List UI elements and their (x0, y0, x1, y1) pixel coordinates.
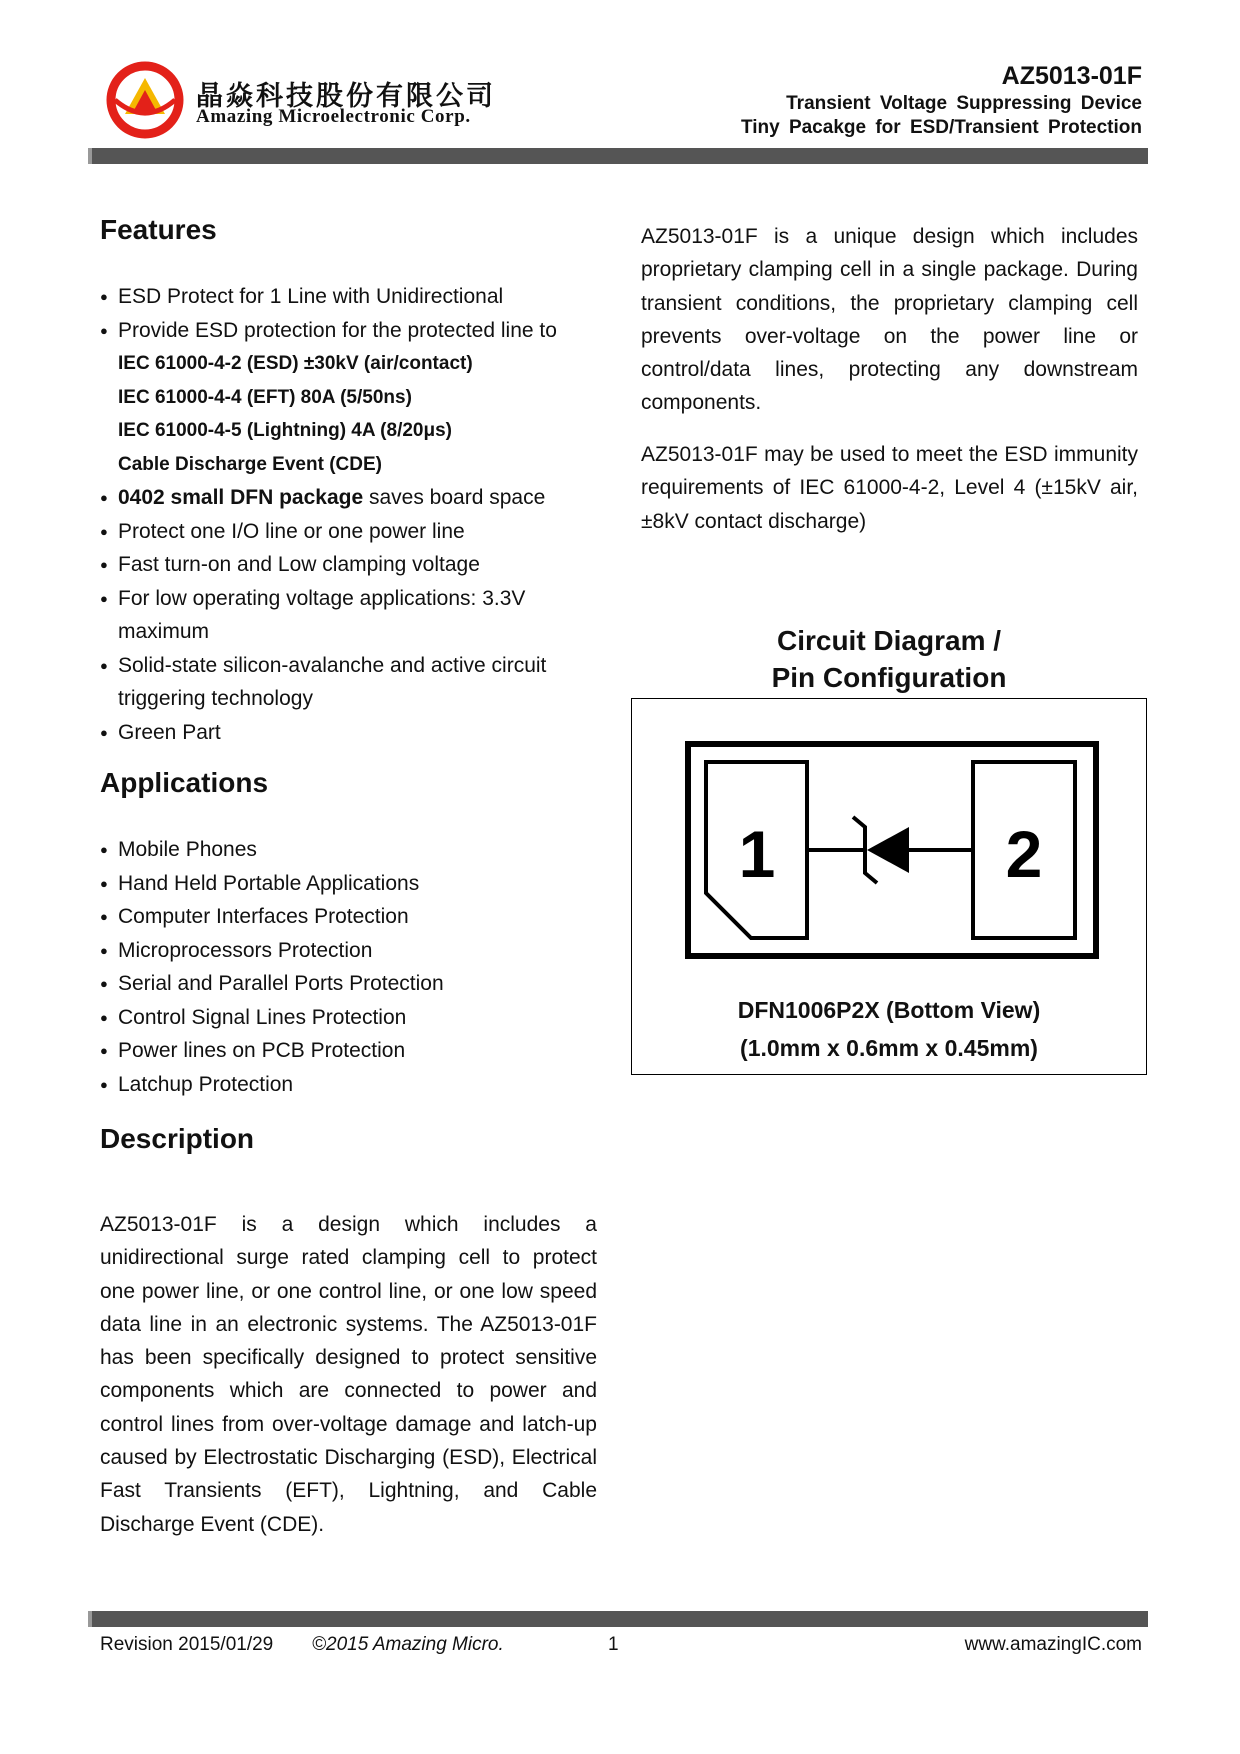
diagram-title-line2: Pin Configuration (771, 662, 1007, 693)
header-bar (88, 148, 1148, 164)
feature-item: ● ESD Protect for 1 Line with Unidirectional (100, 280, 610, 314)
pin2-number: 2 (1005, 817, 1043, 891)
diagram-title (631, 622, 1147, 696)
footer-revision: Revision 2015/01/29 (100, 1634, 274, 1655)
package-caption (632, 991, 1146, 1067)
application-item: ● Computer Interfaces Protection (100, 900, 610, 934)
application-item: ● Serial and Parallel Ports Protection (100, 967, 610, 1001)
package-caption-line2: (1.0mm x 0.6mm x 0.45mm) (740, 1035, 1038, 1061)
feature-item: ● Solid-state silicon-avalanche and active circuit triggering technology (100, 649, 608, 716)
application-item: ● Microprocessors Protection (100, 934, 610, 968)
right-paragraph-1: AZ5013-01F is a unique design which includes proprietary clamping cell in a single package. During transient conditions, the proprietary clamping cell prevents over-voltage on the power line or control/data lines, protecting any downstream components. (641, 225, 1138, 415)
feature-item: ● For low operating voltage applications: 3.3V maximum (100, 582, 588, 649)
company-name-en: Amazing Microelectronic Corp. (196, 106, 471, 127)
application-item: ● Latchup Protection (100, 1068, 610, 1102)
header-subtitle-1: Transient Voltage Suppressing Device (786, 93, 1142, 114)
footer-url[interactable]: www.amazingIC.com (964, 1634, 1142, 1655)
feature-sub-item: Cable Discharge Event (CDE) (118, 453, 382, 475)
package-caption-line1: DFN1006P2X (Bottom View) (737, 997, 1041, 1023)
feature-item: ● Fast turn-on and Low clamping voltage (100, 548, 610, 582)
application-item: ● Power lines on PCB Protection (100, 1034, 610, 1068)
features-list (100, 280, 610, 749)
description-text: AZ5013-01F is a design which includes a unidirectional surge rated clamping cell to protect one power line, or one control line, or one low speed data line in an electronic systems. The AZ5013-01F has been specifically designed to protect sensitive components which are connected to power and control lines from over-voltage damage and latch-up caused by Electrostatic Discharging (ESD), Electrical Fast Transients (EFT), Lightning, and Cable Discharge Event (CDE). (100, 1213, 597, 1536)
applications-heading: Applications (100, 767, 269, 798)
feature-sub-item: IEC 61000-4-4 (EFT) 80A (5/50ns) (118, 386, 412, 408)
feature-item: ● Protect one I/O line or one power line (100, 515, 610, 549)
company-logo (105, 60, 185, 140)
logo-mark-icon (105, 60, 185, 140)
feature-item: ● Green Part (100, 716, 610, 750)
features-heading: Features (100, 214, 217, 245)
diagram-title-line1: Circuit Diagram / (776, 625, 1002, 656)
company-name-cn: 晶焱科技股份有限公司 (196, 81, 496, 112)
footer-copyright: ©2015 Amazing Micro. (312, 1634, 504, 1655)
right-paragraph-2: AZ5013-01F may be used to meet the ESD immunity requirements of IEC 61000-4-2, Level 4 (±15kV air, ±8kV contact discharge) (641, 443, 1138, 533)
description-heading: Description (100, 1123, 255, 1154)
diode-triangle (867, 827, 909, 873)
pin-configuration-box (631, 698, 1147, 1075)
pin1-number: 1 (738, 817, 776, 891)
feature-item-strong: 0402 small DFN package (118, 486, 364, 509)
feature-sub-item: IEC 61000-4-2 (ESD) ±30kV (air/contact) (118, 353, 473, 374)
feature-sub-item: IEC 61000-4-5 (Lightning) 4A (8/20μs) (118, 420, 452, 441)
part-number: AZ5013-01F (1001, 62, 1142, 90)
feature-item-rest: saves board space (363, 486, 546, 509)
applications-list (100, 833, 610, 1101)
feature-item (100, 481, 610, 515)
application-item: ● Hand Held Portable Applications (100, 867, 610, 901)
header-subtitle-2: Tiny Pacakge for ESD/Transient Protection (740, 117, 1142, 138)
application-item: ● Mobile Phones (100, 833, 610, 867)
footer-bar (88, 1611, 1148, 1627)
package-diagram (685, 741, 1099, 959)
footer-page-number: 1 (608, 1634, 619, 1655)
application-item: ● Control Signal Lines Protection (100, 1001, 610, 1035)
feature-item: ● Provide ESD protection for the protected line to (100, 314, 610, 348)
